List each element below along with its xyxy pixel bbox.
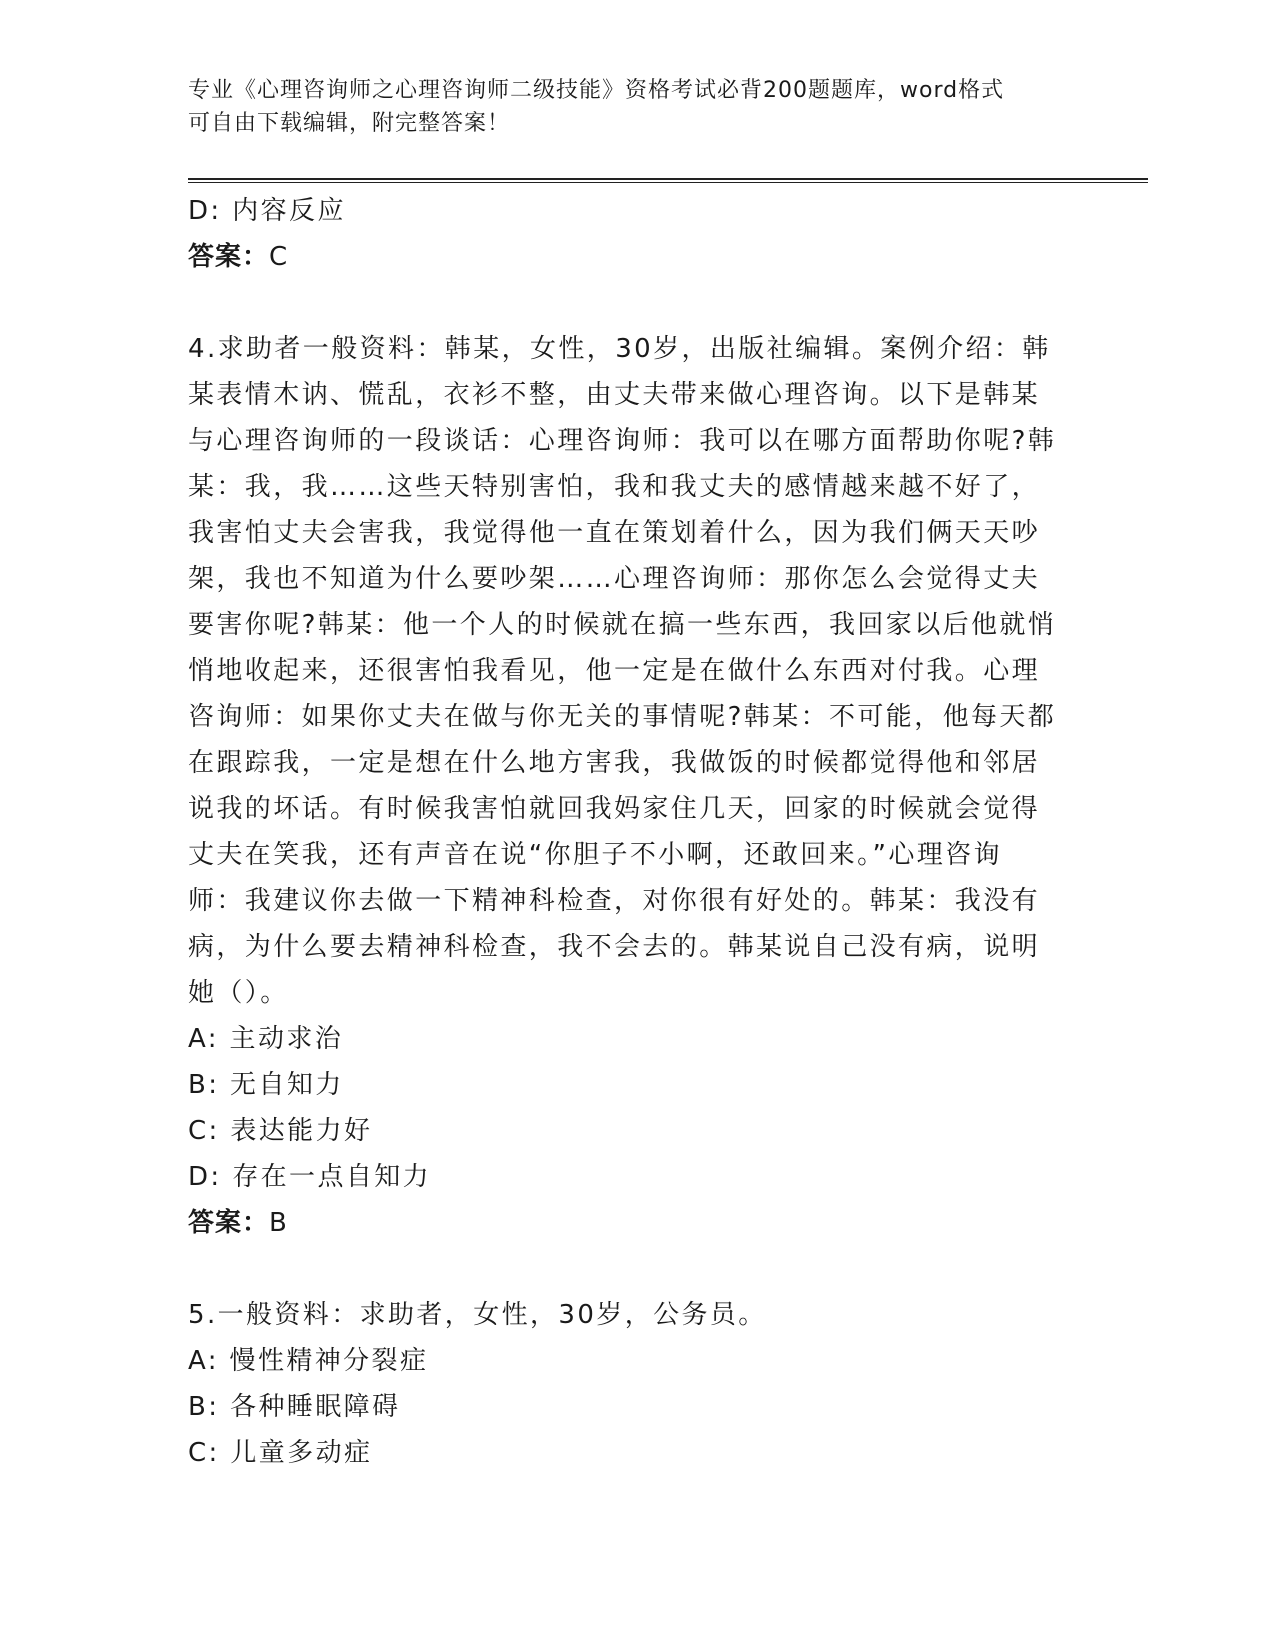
spacer [188, 1246, 1068, 1292]
prev-answer [188, 234, 1068, 280]
stem-line: 某：我，我……这些天特别害怕，我和我丈夫的感情越来越不好了， [188, 472, 1041, 502]
q4-option-a: A: 主动求治 [188, 1024, 344, 1054]
header-rule-thick [188, 178, 1148, 180]
stem-line: 说我的坏话。有时候我害怕就回我妈家住几天，回家的时候就会觉得 [188, 794, 1041, 824]
stem-line: 丈夫在笑我，还有声音在说“你胆子不小啊，还敢回来。”心理咨询 [188, 840, 1002, 870]
stem-line: 咨询师：如果你丈夫在做与你无关的事情呢?韩某：不可能，他每天都 [188, 702, 1057, 732]
q4-option-b: B: 无自知力 [188, 1070, 344, 1100]
q5-option-b: B: 各种睡眠障碍 [188, 1392, 401, 1422]
stem-line: 我害怕丈夫会害我，我觉得他一直在策划着什么，因为我们俩天天吵 [188, 518, 1041, 548]
stem-line: 与心理咨询师的一段谈话：心理咨询师：我可以在哪方面帮助你呢?韩 [188, 426, 1057, 456]
header-rule-thin [188, 182, 1148, 183]
stem-line: 悄地收起来，还很害怕我看见，他一定是在做什么东西对付我。心理 [188, 656, 1041, 686]
q5-option-a: A: 慢性精神分裂症 [188, 1346, 429, 1376]
stem-line: 她（）。 [188, 978, 289, 1008]
q5-option-c: C: 儿童多动症 [188, 1438, 373, 1468]
question-5-stem: 5.一般资料：求助者，女性，30岁，公务员。 [188, 1300, 767, 1330]
stem-line: 病，为什么要去精神科检查，我不会去的。韩某说自己没有病，说明 [188, 932, 1041, 962]
stem-line: 某表情木讷、慌乱，衣衫不整，由丈夫带来做心理咨询。以下是韩某 [188, 380, 1041, 410]
q4-option-d: D: 存在一点自知力 [188, 1162, 432, 1192]
q4-answer [188, 1200, 1068, 1246]
stem-line: 架，我也不知道为什么要吵架……心理咨询师：那你怎么会觉得丈夫 [188, 564, 1041, 594]
stem-line: 在跟踪我，一定是想在什么地方害我，我做饭的时候都觉得他和邻居 [188, 748, 1041, 778]
answer-value: C [269, 242, 289, 272]
answer-label: 答案： [188, 1208, 270, 1238]
stem-line: 师：我建议你去做一下精神科检查，对你很有好处的。韩某：我没有 [188, 886, 1041, 916]
question-4-stem [188, 326, 1068, 1016]
header-line-1: 专业《心理咨询师之心理咨询师二级技能》资格考试必背200题题库，word格式 [188, 78, 1005, 103]
page-header [188, 74, 1068, 140]
q4-option-c: C: 表达能力好 [188, 1116, 373, 1146]
answer-value: B [269, 1208, 288, 1238]
stem-line: 要害你呢?韩某：他一个人的时候就在搞一些东西，我回家以后他就悄 [188, 610, 1057, 640]
stem-line: 4.求助者一般资料：韩某，女性，30岁，出版社编辑。案例介绍：韩 [188, 334, 1051, 364]
spacer [188, 280, 1068, 326]
prev-option-d: D: 内容反应 [188, 196, 346, 226]
document-body [188, 188, 1068, 1476]
answer-label: 答案： [188, 242, 270, 272]
header-line-2: 可自由下载编辑，附完整答案！ [188, 111, 511, 136]
